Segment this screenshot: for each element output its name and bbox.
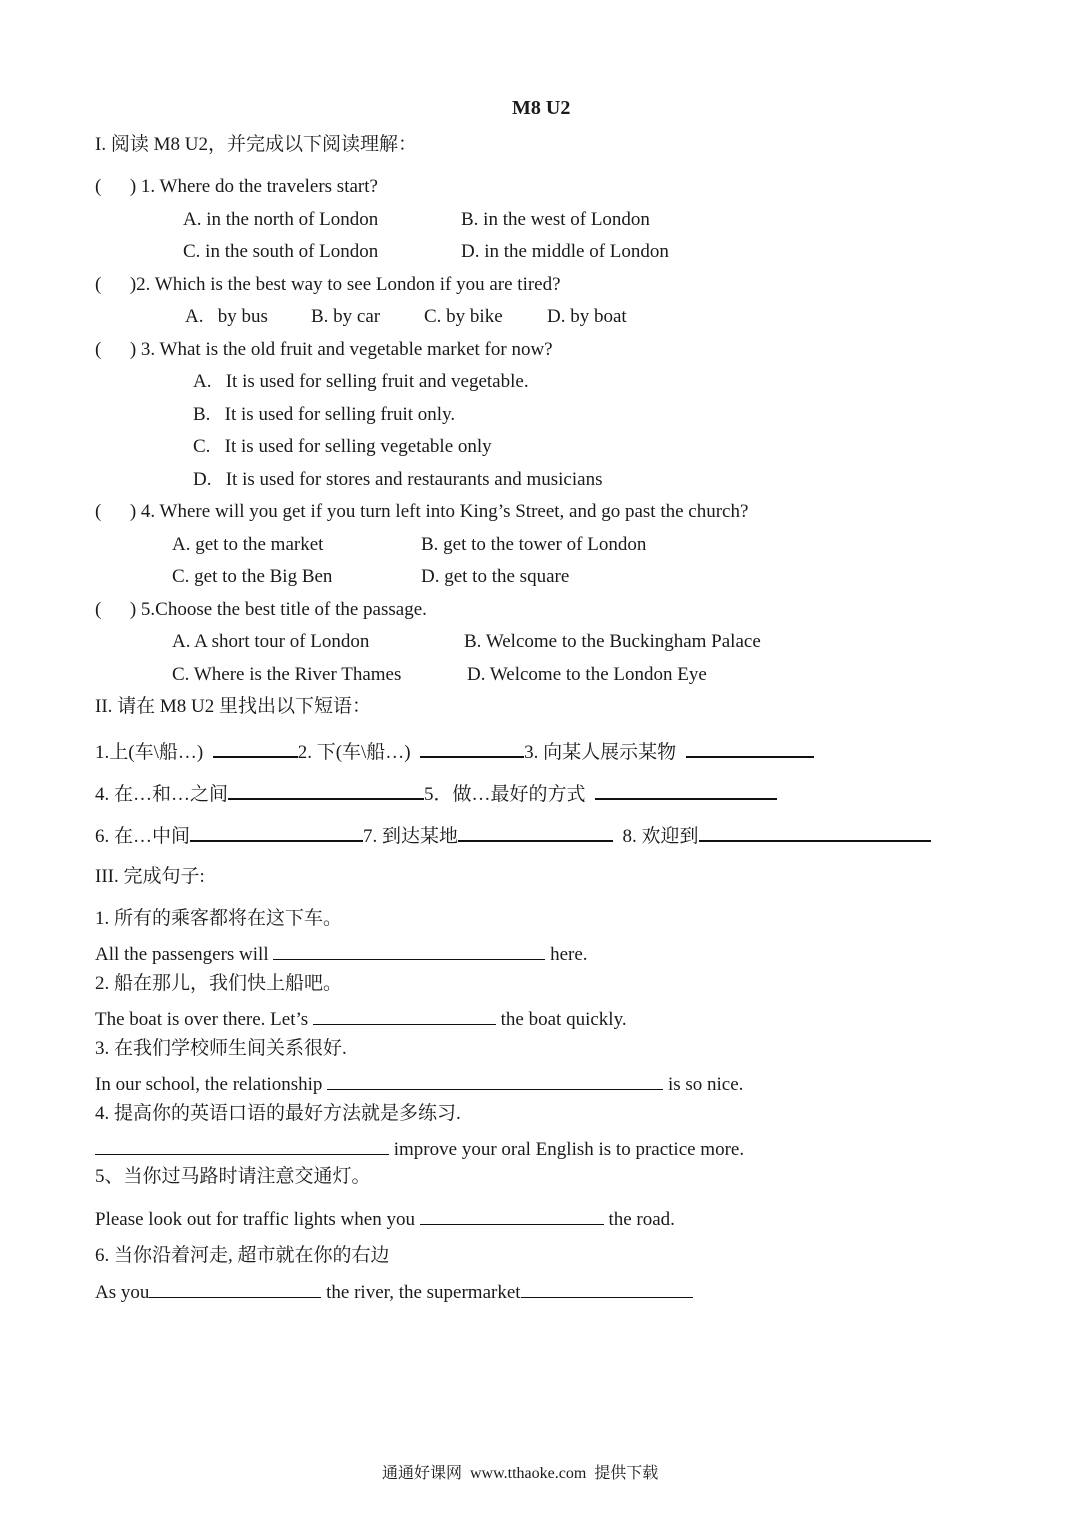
question-1-stem: ( ) 1. Where do the travelers start? (95, 176, 378, 197)
phrase-4-label: 4. 在…和…之间 (95, 784, 229, 805)
phrase-8-blank[interactable] (699, 822, 931, 842)
phrase-3-blank[interactable] (686, 738, 814, 758)
phrase-4-blank[interactable] (228, 780, 424, 800)
question-1-option-d: D. in the middle of London (461, 241, 669, 262)
sentence-2-before: The boat is over there. Let’s (95, 1009, 309, 1030)
sentence-3-en (95, 1071, 743, 1096)
footer-credit: 通通好课网 www.tthaoke.com 提供下载 (382, 1465, 659, 1482)
part1-heading: I. 阅读 M8 U2，并完成以下阅读理解： (95, 134, 417, 155)
sentence-1-before: All the passengers will (95, 944, 269, 965)
phrase-row-3 (95, 822, 931, 848)
sentence-4-en (95, 1136, 744, 1161)
sentence-1-cn: 1. 所有的乘客都将在这下车。 (95, 908, 343, 929)
page-title: M8 U2 (512, 97, 571, 119)
phrase-row-1 (95, 738, 814, 764)
question-4-option-d: D. get to the square (421, 566, 570, 587)
phrase-6-label: 6. 在…中间 (95, 826, 191, 847)
sentence-1-en (95, 941, 588, 966)
phrase-1-label: 1.上(车\船…) (95, 742, 204, 763)
question-1-option-c: C. in the south of London (183, 241, 379, 262)
sentence-5-after: the road. (608, 1209, 675, 1230)
question-4-option-c: C. get to the Big Ben (172, 566, 333, 587)
question-1-option-b: B. in the west of London (461, 209, 650, 230)
sentence-2-after: the boat quickly. (500, 1009, 627, 1030)
phrase-3-label: 3. 向某人展示某物 (524, 742, 677, 763)
sentence-3-cn: 3. 在我们学校师生间关系很好. (95, 1038, 347, 1059)
sentence-4-cn: 4. 提高你的英语口语的最好方法就是多练习. (95, 1103, 461, 1124)
part3-heading: III. 完成句子: (95, 866, 205, 887)
question-5-option-a: A. A short tour of London (172, 631, 370, 652)
question-1-option-a: A. in the north of London (183, 209, 379, 230)
question-2-option-a: A. by bus (185, 306, 268, 327)
question-3-option-a: A. It is used for selling fruit and vegetable. (193, 371, 529, 392)
question-2-stem: ( )2. Which is the best way to see London if you are tired? (95, 274, 561, 295)
sentence-5-blank[interactable] (420, 1206, 604, 1225)
phrase-7-blank[interactable] (458, 822, 613, 842)
question-5-option-d: D. Welcome to the London Eye (467, 664, 707, 685)
sentence-4-blank[interactable] (95, 1136, 389, 1155)
sentence-1-after: here. (550, 944, 588, 965)
question-2-option-c: C. by bike (424, 306, 503, 327)
sentence-2-en (95, 1006, 627, 1031)
part2-heading: II. 请在 M8 U2 里找出以下短语： (95, 696, 372, 717)
sentence-6-cn: 6. 当你沿着河走, 超市就在你的右边 (95, 1245, 390, 1266)
sentence-6-before: As you (95, 1282, 150, 1303)
sentence-2-cn: 2. 船在那儿，我们快上船吧。 (95, 973, 343, 994)
sentence-1-blank[interactable] (273, 941, 545, 960)
sentence-3-before: In our school, the relationship (95, 1074, 323, 1095)
sentence-6-blank-2[interactable] (521, 1279, 693, 1298)
question-3-option-b: B. It is used for selling fruit only. (193, 404, 456, 425)
phrase-5-blank[interactable] (595, 780, 777, 800)
phrase-6-blank[interactable] (190, 822, 363, 842)
question-4-option-a: A. get to the market (172, 534, 324, 555)
question-5-stem: ( ) 5.Choose the best title of the passage. (95, 599, 427, 620)
sentence-5-before: Please look out for traffic lights when you (95, 1209, 415, 1230)
phrase-5-label: 5．做…最好的方式 (424, 784, 586, 805)
question-2-option-b: B. by car (311, 306, 381, 327)
phrase-2-blank[interactable] (420, 738, 524, 758)
sentence-6-mid: the river, the supermarket (326, 1282, 521, 1303)
question-2-option-d: D. by boat (547, 306, 627, 327)
sentence-5-en (95, 1206, 675, 1231)
question-3-option-d: D. It is used for stores and restaurants and musicians (193, 469, 603, 490)
sentence-2-blank[interactable] (313, 1006, 496, 1025)
question-5-option-c: C. Where is the River Thames (172, 664, 402, 685)
sentence-6-blank-1[interactable] (149, 1279, 321, 1298)
sentence-6-en (95, 1279, 693, 1304)
phrase-1-blank[interactable] (213, 738, 298, 758)
question-3-option-c: C. It is used for selling vegetable only (193, 436, 492, 457)
phrase-8-label: 8. 欢迎到 (622, 826, 699, 847)
question-4-stem: ( ) 4. Where will you get if you turn left into King’s Street, and go past the church? (95, 501, 749, 522)
sentence-4-after: improve your oral English is to practice more. (393, 1139, 745, 1160)
phrase-7-label: 7. 到达某地 (363, 826, 459, 847)
phrase-2-label: 2. 下(车\船…) (297, 742, 411, 763)
sentence-3-blank[interactable] (327, 1071, 663, 1090)
question-5-option-b: B. Welcome to the Buckingham Palace (464, 631, 761, 652)
question-4-option-b: B. get to the tower of London (421, 534, 647, 555)
question-3-stem: ( ) 3. What is the old fruit and vegetable market for now? (95, 339, 553, 360)
sentence-3-after: is so nice. (667, 1074, 744, 1095)
phrase-row-2 (95, 780, 777, 806)
sentence-5-cn: 5、当你过马路时请注意交通灯。 (95, 1166, 371, 1187)
